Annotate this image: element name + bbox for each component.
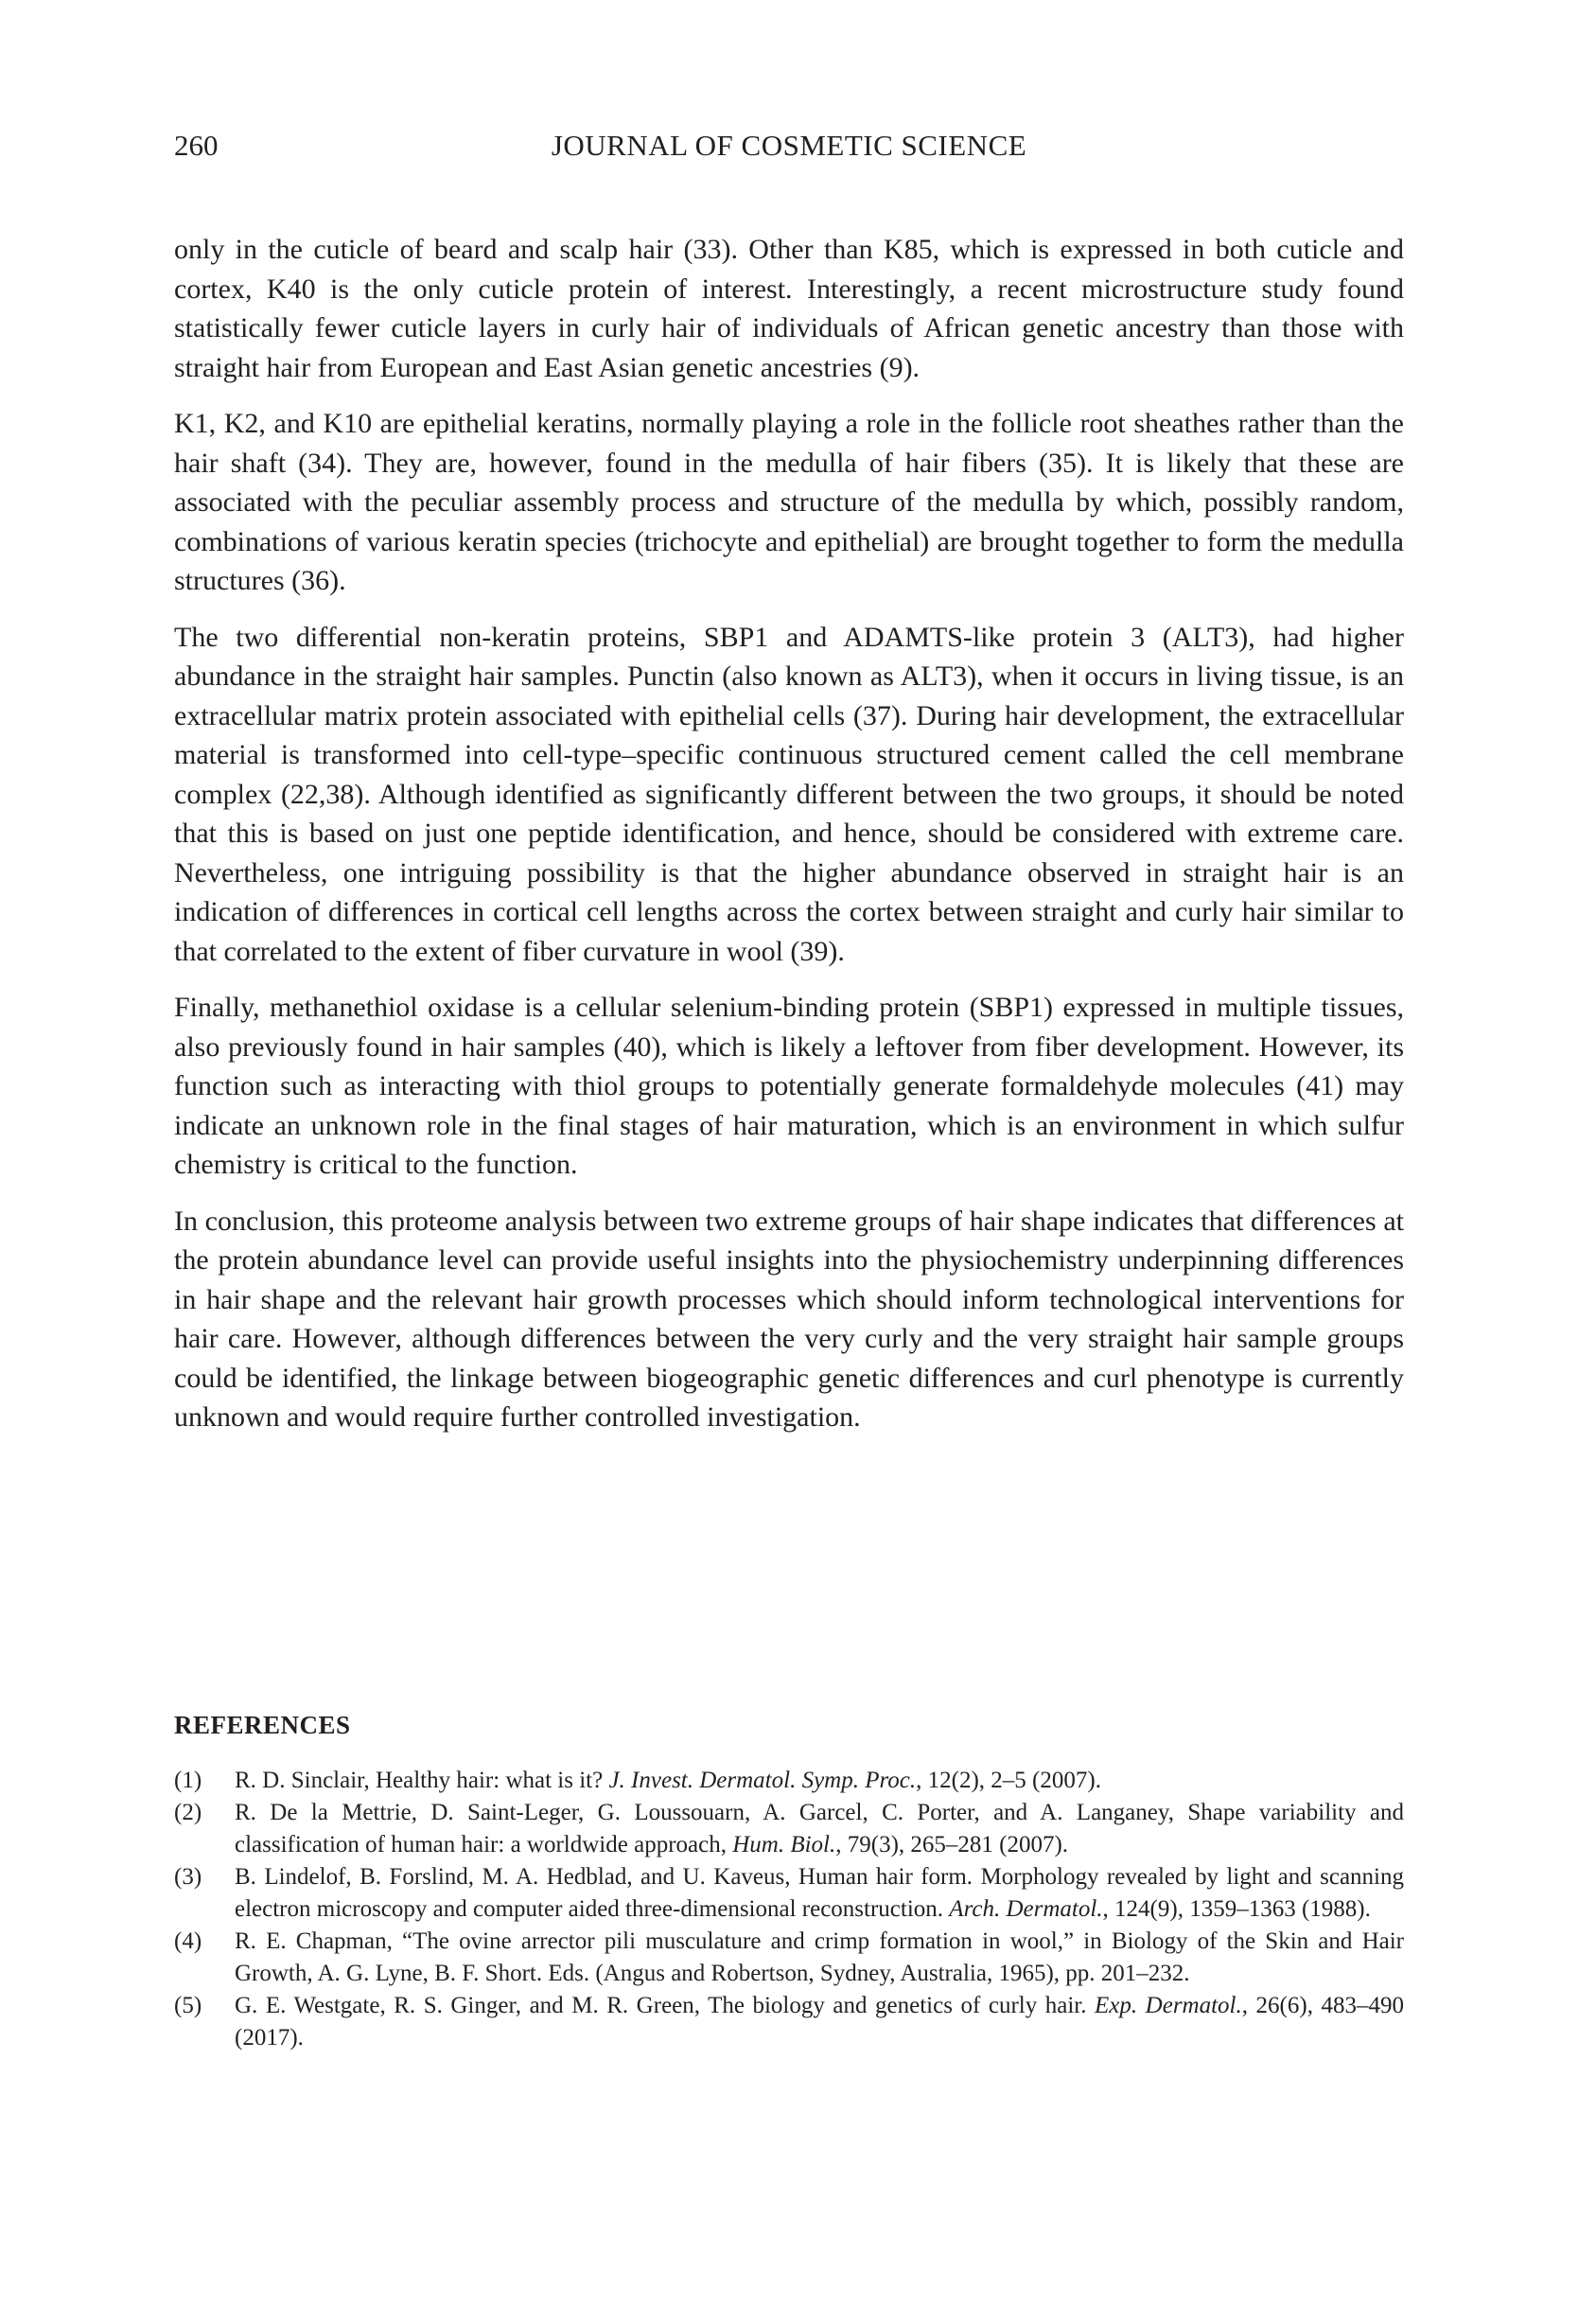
- reference-item: [174, 1926, 1404, 1990]
- reference-authors-title: B. Lindelof, B. Forslind, M. A. Hedblad, and U. Kaveus, Human hair form. Morphology revealed by light and scanning electron microscopy and computer aided three-dimensional reconstruction.: [235, 1864, 1404, 1922]
- reference-text: [235, 1926, 1404, 1990]
- reference-text: [235, 1765, 1404, 1797]
- reference-number: (1): [174, 1768, 202, 1793]
- reference-text: [235, 1797, 1404, 1861]
- reference-authors-title: R. D. Sinclair, Healthy hair: what is it?: [235, 1768, 609, 1793]
- reference-text: [235, 1990, 1404, 2054]
- paragraph: only in the cuticle of beard and scalp hair (33). Other than K85, which is expressed in both cuticle and cortex, K40 is the only cuticle protein of interest. Interestingly, a recent microstructure study found statistically fewer cuticle layers in curly hair of individuals of African genetic ancestry than those with straight hair from European and East Asian genetic ancestries (9).: [174, 234, 1404, 383]
- page-number: 260: [174, 129, 219, 162]
- paragraph: In conclusion, this proteome analysis between two extreme groups of hair shape indicates that differences at the protein abundance level can provide useful insights into the physiochemistry underpinning differences in hair shape and the relevant hair growth processes which should inform technological interventions for hair care. However, although differences between the very curly and the very straight hair sample groups could be identified, the linkage between biogeographic genetic differences and curl phenotype is currently unknown and would require further controlled investigation.: [174, 1205, 1404, 1433]
- reference-journal: Arch. Dermatol.: [949, 1896, 1103, 1922]
- reference-text: [235, 1861, 1404, 1926]
- reference-citation: , 124(9), 1359–1363 (1988).: [1102, 1896, 1371, 1922]
- references-heading: REFERENCES: [174, 1711, 351, 1739]
- reference-authors-title: G. E. Westgate, R. S. Ginger, and M. R. Green, The biology and genetics of curly hair.: [235, 1993, 1096, 2018]
- references-section: [174, 1711, 1404, 2054]
- reference-authors-title: R. De la Mettrie, D. Saint-Leger, G. Loussouarn, A. Garcel, C. Porter, and A. Langaney, Shape variability and classification of human hair: a worldwide approach,: [235, 1800, 1404, 1857]
- reference-journal: J. Invest. Dermatol. Symp. Proc.: [608, 1768, 917, 1793]
- reference-journal: Exp. Dermatol.: [1095, 1993, 1242, 2018]
- reference-citation: , 79(3), 265–281 (2007).: [835, 1832, 1069, 1857]
- reference-item: [174, 1797, 1404, 1861]
- reference-journal: Hum. Biol.: [732, 1832, 836, 1857]
- reference-citation: , 12(2), 2–5 (2007).: [916, 1768, 1101, 1793]
- reference-number: (3): [174, 1864, 202, 1890]
- reference-citation: , 26(6), 483–490 (2017).: [235, 1993, 1404, 2051]
- reference-item: [174, 1861, 1404, 1926]
- reference-number: (4): [174, 1928, 202, 1954]
- paragraph: Finally, methanethiol oxidase is a cellular selenium-binding protein (SBP1) expressed in multiple tissues, also previously found in hair samples (40), which is likely a leftover from fiber development. However, its function such as interacting with thiol groups to potentially generate formaldehyde molecules (41) may indicate an unknown role in the final stages of hair maturation, which is an environment in which sulfur chemistry is critical to the function.: [174, 992, 1404, 1180]
- running-header: [174, 129, 1404, 167]
- paragraph: The two differential non-keratin proteins, SBP1 and ADAMTS-like protein 3 (ALT3), had higher abundance in the straight hair samples. Punctin (also known as ALT3), when it occurs in living tissue, is an extracellular matrix protein associated with epithelial cells (37). During hair development, the extracellular material is transformed into cell-type–specific continuous structured cement called the cell membrane complex (22,38). Although identified as significantly different between the two groups, it should be noted that this is based on just one peptide identification, and hence, should be considered with extreme care. Nevertheless, one intriguing possibility is that the higher abundance observed in straight hair is an indication of differences in cortical cell lengths across the cortex between straight and curly hair similar to that correlated to the extent of fiber curvature in wool (39).: [174, 621, 1404, 967]
- body-text: [174, 230, 1404, 1454]
- reference-item: [174, 1990, 1404, 2054]
- reference-item: [174, 1765, 1404, 1797]
- paragraph: K1, K2, and K10 are epithelial keratins, normally playing a role in the follicle root sheathes rather than the hair shaft (34). They are, however, found in the medulla of hair fibers (35). It is likely that these are associated with the peculiar assembly process and structure of the medulla by which, possibly random, combinations of various keratin species (trichocyte and epithelial) are brought together to form the medulla structures (36).: [174, 408, 1404, 596]
- reference-number: (5): [174, 1993, 202, 2018]
- reference-number: (2): [174, 1800, 202, 1825]
- journal-title: JOURNAL OF COSMETIC SCIENCE: [551, 129, 1027, 162]
- reference-authors-title: R. E. Chapman, “The ovine arrector pili musculature and crimp formation in wool,” in Biology of the Skin and Hair Growth, A. G. Lyne, B. F. Short. Eds. (Angus and Robertson, Sydney, Australia, 1965), pp. 201–232.: [235, 1928, 1404, 1986]
